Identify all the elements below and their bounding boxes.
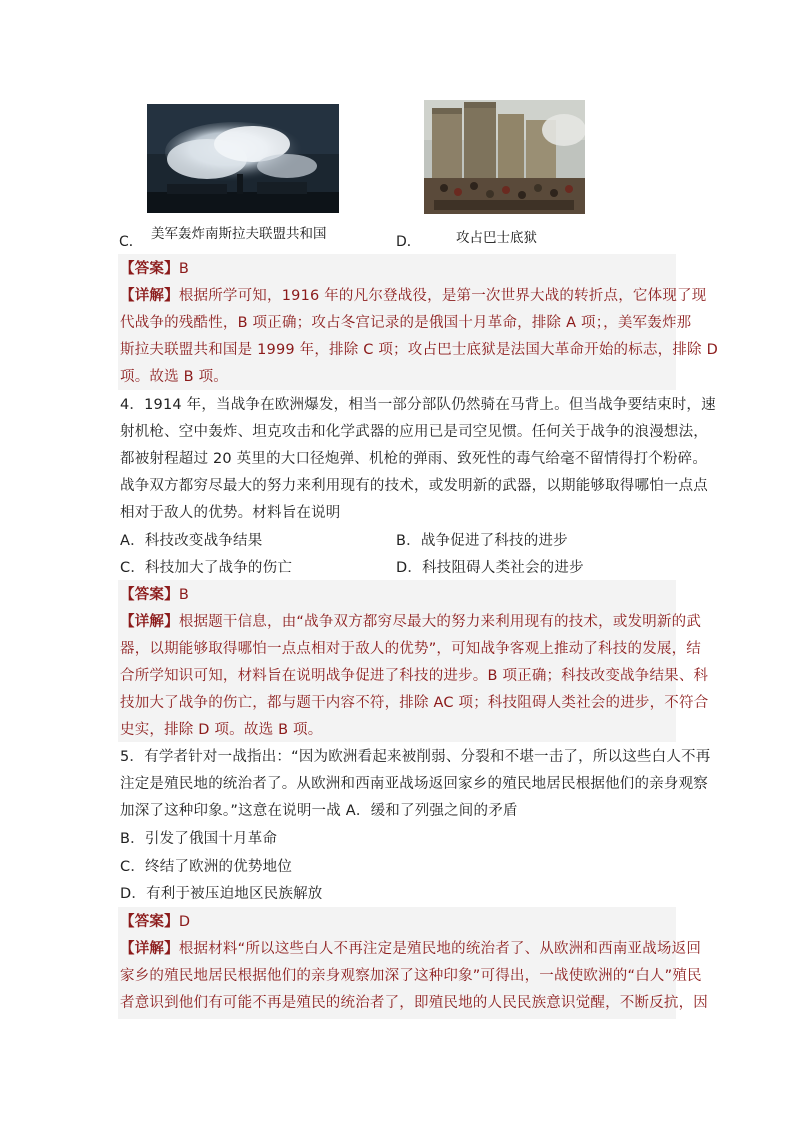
q4-stem-line-2: 射机枪、空中轰炸、坦克攻击和化学武器的应用已是司空见惯。任何关于战争的浪漫想法，	[120, 424, 708, 440]
option-c-caption: 美军轰炸南斯拉夫联盟共和国	[151, 226, 327, 242]
answer-value: D	[178, 914, 191, 930]
q5-stem-line-1: 5．有学者针对一战指出：“因为欧洲看起来被削弱、分裂和不堪一击了，所以这些白人不再	[120, 749, 711, 765]
q4-stem-line-5: 相对于敌人的优势。材料旨在说明	[120, 505, 341, 521]
q4-answer-line	[120, 583, 189, 604]
q3-detail-line-2: 代战争的残酷性，B 项正确；攻占冬宫记录的是俄国十月革命，排除 A 项；，美军轰炸那	[120, 315, 692, 331]
q4-detail-line-4: 技加大了战争的伤亡，都与题干内容不符，排除 AC 项；科技阻碍人类社会的进步，不符合	[120, 695, 709, 711]
detail-tag: 【详解】	[120, 941, 179, 957]
detail-tag: 【详解】	[120, 614, 179, 630]
q5-option-b: B．引发了俄国十月革命	[120, 831, 278, 847]
q5-detail-line-2: 家乡的殖民地居民根据他们的亲身观察加深了这种印象”可得出，一战使欧洲的“白人”殖民	[120, 968, 702, 984]
q4-option-c: C．科技加大了战争的伤亡	[120, 560, 293, 576]
q5-detail-line-1	[120, 937, 701, 958]
q5-stem-line-3: 加深了这种印象。”这意在说明一战 A．缓和了列强之间的矛盾	[120, 803, 518, 819]
q4-detail-line-5: 史实，排除 D 项。故选 B 项。	[120, 722, 323, 738]
q4-option-d: D．科技阻碍人类社会的进步	[396, 560, 584, 576]
q5-option-d: D．有利于被压迫地区民族解放	[120, 886, 323, 902]
answer-tag: 【答案】	[120, 587, 179, 603]
answer-tag: 【答案】	[120, 261, 179, 277]
q3-detail-line-3: 斯拉夫联盟共和国是 1999 年，排除 C 项；攻占巴士底狱是法国大革命开始的标志，排除 D	[120, 342, 718, 358]
q5-detail-line-3: 者意识到他们有可能不再是殖民的统治者了，即殖民地的人民民族意识觉醒，不断反抗，因	[120, 995, 708, 1011]
q3-detail-line-1	[120, 284, 706, 305]
q4-stem-line-1: 4．1914 年，当战争在欧洲爆发，相当一部分部队仍然骑在马背上。但当战争要结束时，速	[120, 397, 716, 413]
q5-answer-line	[120, 910, 190, 931]
q5-stem-line-2: 注定是殖民地的统治者了。从欧洲和西南亚战场返回家乡的殖民地居民根据他们的亲身观察	[120, 776, 708, 792]
q4-option-b: B．战争促进了科技的进步	[396, 533, 568, 549]
bastille-painting	[424, 100, 585, 214]
q5-option-c: C．终结了欧洲的优势地位	[120, 859, 293, 875]
q4-detail-line-1	[120, 610, 701, 631]
option-d-letter: D．	[396, 234, 421, 250]
q4-detail-line-2: 器，以期能够取得哪怕一点点相对于敌人的优势”，可知战争客观上推动了科技的发展，结	[120, 641, 702, 657]
q4-detail-line-3: 合所学知识可知，材料旨在说明战争促进了科技的进步。B 项正确；科技改变战争结果、科	[120, 668, 709, 684]
q3-detail-line-4: 项。故选 B 项。	[120, 369, 228, 385]
q4-stem-line-3: 都被射程超过 20 英里的大口径炮弹、机枪的弹雨、致死性的毒气给毫不留情得打个粉碎。	[120, 451, 708, 467]
detail-text: 根据题干信息，由“战争双方都穷尽最大的努力来利用现有的技术，或发明新的武	[178, 614, 702, 630]
q4-stem-line-4: 战争双方都穷尽最大的努力来利用现有的技术，或发明新的武器，以期能够取得哪怕一点点	[120, 478, 708, 494]
answer-tag: 【答案】	[120, 914, 179, 930]
q4-option-a: A．科技改变战争结果	[120, 533, 263, 549]
q3-answer-line	[120, 257, 189, 278]
bombing-photo	[147, 104, 339, 213]
option-d-caption: 攻占巴士底狱	[456, 230, 537, 246]
detail-text: 根据所学可知，1916 年的凡尔登战役，是第一次世界大战的转折点，它体现了现	[178, 288, 707, 304]
detail-text: 根据材料“所以这些白人不再注定是殖民地的统治者了、从欧洲和西南亚战场返回	[178, 941, 702, 957]
answer-value: B	[178, 261, 189, 277]
answer-value: B	[178, 587, 189, 603]
option-c-letter: C．	[119, 234, 143, 250]
detail-tag: 【详解】	[120, 288, 179, 304]
